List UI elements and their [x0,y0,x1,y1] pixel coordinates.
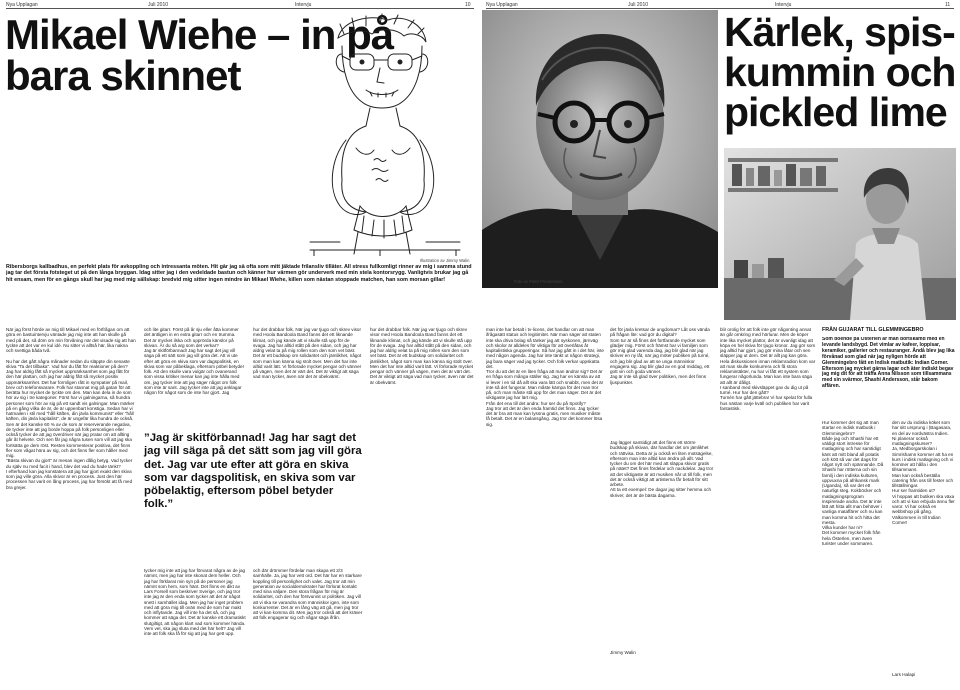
headline-right-line-3: pickled lime [724,89,947,136]
headline-line-2: bara skinnet [5,52,241,100]
side-article-ingress: Som boende på Österlen är man bortskämd med en levande landsbygd. Det vimlar av kafeer, loppisar, keramiker, gallerier och restauranger. Ändå blev jag lika förvånad som glad när jag nyligen hörde att Glemmingebro fått en Indisk matbutik: Indian Corner. Eftersom jag mycket gärna lagar och äter indiskt begav jag mig dit för att träffa Anna Nilsson som tillsammans med sin svärmor, Shashi Andersson, står bakom affären. [822,337,955,390]
headline-right-line-1: Kärlek, spis- [724,9,955,55]
body-column-2b: tycker mig inte att jag har förvarat några av de jag nämnt, men jag har inte skonat dem heller. Och jag har förklarat min syn på de personer jag nämnt som hem, som hänt. Det finns en dikt av Lars Forsell som beskriver Sverige, och jag tror inte jag är den enda som tycker att det är något snett i samhället idag. Men jag har inget problem med att göra mig till ovän med de som har makt och inflytande. Jag vill inte ha det så, och jag kommer att säga det. Det är kanske ett dramatiskt slutgiltigt, att någon klart vad som kommer hända. Vem vet, ska jag sluta med det här helt? Jag vill inte att folk ska få för sig att jag har gett upp. [144,568,246,636]
body-column-4: hur det drabbar folk. När jag var tjugo och skrev visor med Hoola Bandoola Band fanns det ett liknande klimat, och jag kände att vi skulle stå upp för de svaga. Jag har alltid stått på den sidan, och jag har aldrig velat ta på mig rollen som den som vet bäst. Det är ett budskap om solidaritet och jämlikhet, något som man kan känna sig stolt över. Men det har inte alltid varit lätt. Vi förlorade mycket pengar och vänner på vägen, men det är värt det. Det är viktigt att säga vad man tycker, även när det är obekvämt. [370,327,474,385]
illustration [300,10,470,256]
runhead-publication: Nya Upplagan [6,2,38,8]
runhead-date-right: Juli 2010 [628,2,649,8]
kitchen-photo [724,148,956,320]
side-article-heading: FRÅN GUJARAT TILL GLEMMINGEBRO [822,327,924,333]
signature: Jimmy Walin [610,650,636,655]
illustration-credit: Illustration av Jimmy Walin [420,258,470,263]
headline-line-1: Mikael Wiehe – in på [5,11,394,58]
body-column-3: hur det drabbar folk. När jag var tjugo och skrev visor med Hoola Bandoola Band fanns det ett liknande klimat, och jag kände att vi skulle stå upp för de svaga. Jag har alltid stått på den sidan, och jag har aldrig velat ta på mig rollen som den som vet bäst. Det är ett budskap om solidaritet och jämlikhet, något som man kan känna sig stolt över. Men det har inte alltid varit lätt. Vi förlorade mycket pengar och vänner på vägen, men det är värt det. Det är viktigt att säga vad man tycker, även när det är obekvämt. [253,327,362,380]
body-column-2: och lite gitarr. Först på år sju eller åtta kommer det äntligen in en extra gitarr och en trumma. Det är mycket ilska och upprörda känslor på skivan. Är du så arg som det verkar? Jag är skitförbannad! Jag har sagt det jag vill säga på ett sätt som jag vill göra det. Att vi ute efter att göra en skiva som var dagspolitisk, en skiva som var påbeklaga, eftersom pöbel betyder folk. Att den skulle vara vulgär och ovanerand som vissa kritiker menar kan jag inte hålla med om, jag tycker inte att jag säger något om folk som inte är sant. Jag tycker inte att jag anklagar någon för något som de inte har gjort. Jag [144,327,245,395]
side-article-column-2: den av du indiska köket som har sitt ursprung i (Bagasara, en del av nordvästra Indien. Ni planerar också matlagningskurser? Ja, Medborgarskolan i Simrishamn kommer att ha en kurs i indisk matlagning och vi kommer att hålla i den tillsammans. Man kan också beställa catering från oss till fester och tillställningar. Hur ser framtiden ut? Vi hoppas att butiken ska växa och att vi kan erbjuda ännu fler varor. Vi har också en webbshop på gång. Välkommen in till Indian Corner! [892,420,955,525]
portrait-photo [482,10,718,288]
top-rule [6,8,474,9]
pull-quote: ”Jag är skitförbannad! Jag har sagt det jag vill säga på det sätt som jag vill göra det. Jag var ute efter att göra en skiva som var dagspolitisk, en skiva som var pöbelaktig, eftersom pöbel betyder folk.” [144,432,362,511]
ingress: Ribersborgs kallbadhus, en perfekt plats för avkoppling och intressanta möten. Hit går jag så ofta som mitt jäktade frilansliv tillåter. All stress fullkomligt rinner av mig i samma stund jag tar det första fotsteget ut på den långa bryggan. Idag sitter jag i den vedeldade bastun och känner hur värmen gör underverk med min stela kontorsrygg. Vanligtvis brukar jag gå hit ensam, men för en gångs skull har jag med mig sällskap: bredvid mig sitter ingen mindre än Mikael Wiehe, killen som nästan stoppade matchen, han som morsan gillar! [6,264,472,283]
runhead-publication-right: Nya Upplagan [486,2,518,8]
right-body-column-3: blir orolig för att folk inte gör någonting annat än går omkring med hörlurar. Men de köper inte lika mycket plattor, det är ovanligt idag att köpa en hel skiva för tjugo kronor. Jag gör som jag alltid har gjort, jag gör mina låtar och sen släpper jag ut dem. Det är allt jag kan göra. Hela diskussionen innan reklamradion kom var att man skulle konkurrera och få stora reklamintäkter, nu har vi fått ett system som fungerar någorlunda. Man kan inte bara säga att allt är dåligt. I sanband med skivsläppet gav du dig ut på turné. Hur har den gått? Turnén har gått jättebra! Vi har spelat för fulla hus nästan varje kväll och publiken har varit fantastisk. [720,327,816,411]
body-column-3b: och där drömmer fördelar man skapa ett 2/3 samhälle. Ja, jag har vett ord. Det här har en starkare koppling till personlighet och valet. Jag tror att min generation av socialdemokrater har förlorat kontakt med sina väljare. Den stora frågan för mig är solidaritet, och den har försvunnit ur politiken. Jag vill att vi ska se varandra som människor igen, inte som konkurrenter. Det är en lång väg att gå, men jag tror att vi kan komma dit. Men jag tror också att det kräver att folk engagerar sig och vågar säga ifrån. [253,568,363,621]
side-article-column-1: Hur kommer det sig att man startar en indisk matbutik i Glemmingebro? Både jag och Shashi har ett väldigt stort intresse för matlagning och har samtidigt känt att mitt bland all potatis och kött så var det dags för något nytt och spännande. Då Shashi har rötterna och sin familj i den indiska kulturen, uppvuxna på afrikansk mark (Uganda), så var det ett naturligt steg. Kokböcker och matlagningsprogram inspirerade andra. Det är inte lätt att hitta allt man behöver i vanliga mataffärer och nu kan man komma hit och hitta det mesta. Vilka kunder har ni? Det kommer mycket folk från hela Österlen, men även turister under sommaren. [822,420,884,546]
runhead-section-right: Intervju [775,2,792,8]
runhead-section: Intervju [295,2,312,8]
right-body-column-2: det för jävla kretsar de ungdomar? Låt oss vända på frågan lite: vad gör du digital? Som tur är så finns det fortfarande mycket som glädjer mig. Först och främst har vi familjen som gör mig glad varenda dag, jag blir glad när jag skriver en ny låt, när jag möter publiken på turné, och jag blir glad av att se unga människor engagera sig. Jag blir glad av en god middag, ett gott vin och goda vänner. Jag är inte så glad över politiken, men det finns ljuspunkter. [610,327,710,385]
side-article-signature: Lars Halapi [892,672,916,677]
headline-right-line-2: kummin och [724,49,956,96]
page-number: 10 [465,2,471,8]
right-body-column-1: man inte har betalt i tv-licens, det handlar om att man ifrågasätt status och legitimitet. När man säger att staten inte ska driva bolag så tänker jag att syskonen, järnväg och skolor är alldeles för viktiga för att överlåtas åt kapitalistiska grupperingar. Så har jag gått in i det här, inte med någon agenda. Jag har inte tänkt ut någon strategi, jag bara säger vad jag tycker. Och folk verkar uppskatta det. Tror du att det är en liten fråga att man ändrar sig? Det är en fråga som många ställer sig. Jag har en känsla av att vi lever i en tid då allt ska vara lätt och snabbt, men det är inte så det fungerar. Man måste kämpa för det man tror på, och man måste stå upp för det man säger. Det är det viktigaste jag har lärt mig. Från det ena till det andra: hur ser du på Spotify? Jag tror att det är den enda framtid det finns. Jag tycker det är bra att man kan lyssna gratis, men musiker måste få betalt. Det är en balansgång. Jag tror det kommer lösa sig. [486,327,604,427]
right-page [480,0,960,690]
body-column-1: När jag först hörde av mig till Mikael med en förfrågan om att göra en bastuintervju väntade jag mig inte att han skulle gå med på det, så döm om min förvåning när det visade sig att han tyckte att det var en kul idé. Nu sitter vi alltså här, lika nakna och svettiga båda två. Nu har det gått några månader sedan du släppte din senaste skiva "Ta det tillbaka". Vad har du fått för reaktioner på den? Jag har aldrig fått så mycket uppmärksamhet som jag fått för den här plattan, och jag har aldrig fått så mycket positiv uppmärksamhet. Det har formligen rått in sympatier på mail, brev och telefonsvarare. Folk har stannat mig på gatan för att berätta hur mycket de tyckte om den. Man kan dela in de som hör av sig i tre kategorier. Först har vi galningarna, så hundra personer som hör av sig på ett sandt vis galningar. Man märker på en gång vilka de är, de är uppenbart konstiga. Sedan har vi hatmailen i stil med "håll käften, din jävla kommunist" eller "håll käften, din jävla kapitalist", de är ungefär lika hundra de också. Sen är det kanske 60 % av de som är reserverande negativa, de tycker inte att jag borde hoppa på folk personligen eller också tycker de att jag överdriver när jag pratar om att allting går åt helvete. Och sen får jag några tusen som vill att jag ska fortsätta ge dem röst. Resten kommenterar positiva, det finns fler som vågat höra av sig, och det finns fler som håller med mig. "Bästa skivan du gjort" är mesan ingen dålig betyg. Vad tycker du själv nu med facit i hand, blev det vad du hade tänkt? I efterhand kan jag konstatera att jag har gjort exakt den skiva som jag ville göra. Alla skivor är en process. Just den här processen har varit en lång process, jag har försökt att få med bra grejer. [6,327,136,490]
runhead-date: Juli 2010 [148,2,169,8]
page-number-right: 11 [945,2,951,8]
photo-credit: Foto av Peter Frennesson [514,279,563,284]
right-body-column-2b: Jag lägger samtidigt att det finns ett större budskap på skivan, där handlar det om jämlikhet och rättvisa. Detta är ju också en liten motsägelse, eftersom man inte alltid kan ändra på allt. Vad tycker du om det här med att släppa skivor gratis på nätet? Det finns fördelar och nackdelar. Jag tror att det viktigaste är att musiken når ut till folk, men det är också viktigt att artisterna får betalt för sitt arbete. Att ta ett exempel: De dagar jag sitter hemma och skriver, det är de bästa dagarna. [610,440,714,498]
headline-right [724,9,956,136]
